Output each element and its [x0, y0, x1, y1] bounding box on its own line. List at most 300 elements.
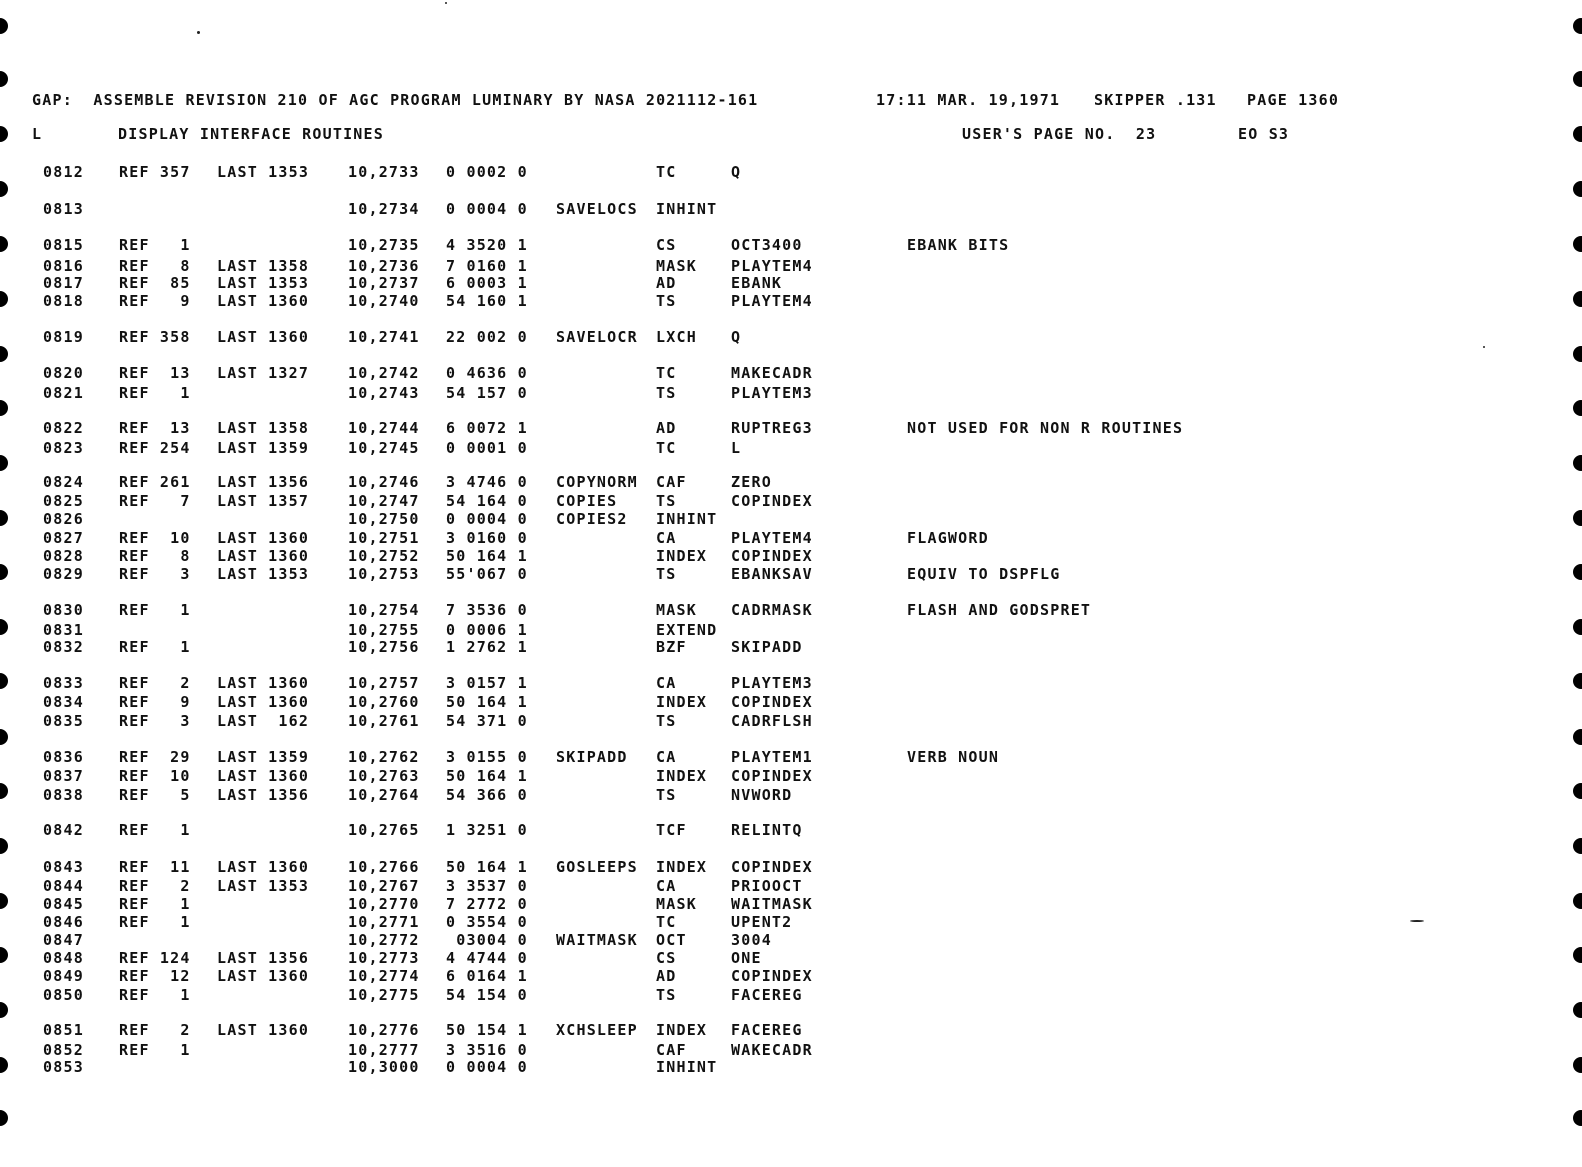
cell-code: 3 0157 1: [446, 674, 528, 692]
cell-line: 0825: [43, 492, 84, 510]
users-page-number: USER'S PAGE NO. 23: [962, 125, 1157, 143]
cell-line: 0818: [43, 292, 84, 310]
cell-ref: REF 5: [119, 786, 191, 804]
cell-last: LAST 1360: [217, 674, 310, 692]
cell-addr: 10,2733: [348, 163, 420, 181]
sprocket-hole-right: [1573, 893, 1582, 909]
sprocket-hole-right: [1573, 400, 1582, 416]
cell-code: 03004 0: [446, 931, 528, 949]
cell-op: AD: [656, 419, 677, 437]
sprocket-hole-right: [1573, 673, 1582, 689]
cell-op: AD: [656, 274, 677, 292]
cell-comment: FLAGWORD: [907, 529, 989, 547]
cell-comment: FLASH AND GODSPRET: [907, 601, 1092, 619]
cell-addr: 10,2773: [348, 949, 420, 967]
print-speck: [197, 31, 200, 34]
cell-operand: COPINDEX: [731, 547, 813, 565]
cell-code: 0 4636 0: [446, 364, 528, 382]
cell-last: LAST 1360: [217, 693, 310, 711]
cell-addr: 10,2750: [348, 510, 420, 528]
cell-ref: REF 357: [119, 163, 191, 181]
cell-line: 0826: [43, 510, 84, 528]
cell-op: TS: [656, 786, 677, 804]
cell-comment: EBANK BITS: [907, 236, 1010, 254]
cell-last: LAST 1353: [217, 877, 310, 895]
cell-op: TS: [656, 986, 677, 1004]
cell-code: 7 3536 0: [446, 601, 528, 619]
cell-line: 0816: [43, 257, 84, 275]
cell-addr: 10,2746: [348, 473, 420, 491]
sprocket-hole-right: [1573, 838, 1582, 854]
cell-line: 0822: [43, 419, 84, 437]
cell-addr: 10,2765: [348, 821, 420, 839]
cell-op: TS: [656, 712, 677, 730]
cell-op: INDEX: [656, 1021, 708, 1039]
cell-ref: REF 9: [119, 292, 191, 310]
sprocket-hole-left: [0, 71, 8, 87]
cell-op: OCT: [656, 931, 687, 949]
cell-last: LAST 1360: [217, 858, 310, 876]
sprocket-hole-left: [0, 1057, 8, 1073]
cell-operand: EBANK: [731, 274, 783, 292]
print-speck: [1410, 920, 1424, 922]
sprocket-hole-right: [1573, 947, 1582, 963]
cell-code: 3 3537 0: [446, 877, 528, 895]
cell-operand: FACEREG: [731, 1021, 803, 1039]
sprocket-hole-right: [1573, 619, 1582, 635]
cell-operand: OCT3400: [731, 236, 803, 254]
cell-line: 0812: [43, 163, 84, 181]
cell-ref: REF 13: [119, 419, 191, 437]
sprocket-hole-right: [1573, 291, 1582, 307]
cell-code: 50 164 1: [446, 693, 528, 711]
cell-op: CA: [656, 674, 677, 692]
cell-op: MASK: [656, 257, 697, 275]
cell-operand: WAKECADR: [731, 1041, 813, 1059]
cell-code: 50 154 1: [446, 1021, 528, 1039]
cell-last: LAST 1353: [217, 163, 310, 181]
cell-line: 0817: [43, 274, 84, 292]
cell-ref: REF 1: [119, 895, 191, 913]
sprocket-hole-right: [1573, 455, 1582, 471]
cell-line: 0820: [43, 364, 84, 382]
cell-op: CS: [656, 949, 677, 967]
cell-addr: 10,2777: [348, 1041, 420, 1059]
sprocket-hole-right: [1573, 1002, 1582, 1018]
cell-ref: REF 13: [119, 364, 191, 382]
sprocket-hole-left: [0, 1110, 8, 1126]
cell-label: COPYNORM: [556, 473, 638, 491]
cell-addr: 10,2770: [348, 895, 420, 913]
cell-addr: 10,2737: [348, 274, 420, 292]
cell-addr: 10,2736: [348, 257, 420, 275]
cell-operand: Q: [731, 328, 742, 346]
cell-op: TC: [656, 439, 677, 457]
cell-addr: 10,2752: [348, 547, 420, 565]
cell-line: 0834: [43, 693, 84, 711]
cell-code: 0 0004 0: [446, 510, 528, 528]
cell-line: 0823: [43, 439, 84, 457]
cell-code: 1 3251 0: [446, 821, 528, 839]
cell-operand: NVWORD: [731, 786, 793, 804]
print-speck: [445, 2, 447, 4]
cell-addr: 10,3000: [348, 1058, 420, 1076]
section-title: DISPLAY INTERFACE ROUTINES: [118, 125, 384, 143]
cell-code: 54 160 1: [446, 292, 528, 310]
cell-last: LAST 1360: [217, 328, 310, 346]
cell-code: 0 0006 1: [446, 621, 528, 639]
cell-op: CA: [656, 877, 677, 895]
cell-ref: REF 1: [119, 1041, 191, 1059]
cell-operand: FACEREG: [731, 986, 803, 1004]
cell-ref: REF 1: [119, 821, 191, 839]
cell-code: 0 0004 0: [446, 1058, 528, 1076]
cell-ref: REF 1: [119, 986, 191, 1004]
cell-line: 0838: [43, 786, 84, 804]
cell-op: EXTEND: [656, 621, 718, 639]
sprocket-hole-right: [1573, 510, 1582, 526]
cell-ref: REF 10: [119, 767, 191, 785]
cell-addr: 10,2734: [348, 200, 420, 218]
sprocket-hole-left: [0, 619, 8, 635]
cell-line: 0842: [43, 821, 84, 839]
cell-line: 0847: [43, 931, 84, 949]
cell-code: 55'067 0: [446, 565, 528, 583]
cell-op: TC: [656, 913, 677, 931]
cell-ref: REF 261: [119, 473, 191, 491]
cell-addr: 10,2760: [348, 693, 420, 711]
cell-operand: RUPTREG3: [731, 419, 813, 437]
cell-comment: VERB NOUN: [907, 748, 1000, 766]
cell-operand: 3004: [731, 931, 772, 949]
cell-addr: 10,2747: [348, 492, 420, 510]
cell-addr: 10,2757: [348, 674, 420, 692]
cell-op: TS: [656, 292, 677, 310]
cell-line: 0849: [43, 967, 84, 985]
cell-operand: PLAYTEM4: [731, 292, 813, 310]
cell-last: LAST 1360: [217, 292, 310, 310]
cell-operand: CADRMASK: [731, 601, 813, 619]
sprocket-hole-left: [0, 564, 8, 580]
cell-op: MASK: [656, 895, 697, 913]
cell-addr: 10,2772: [348, 931, 420, 949]
cell-last: LAST 1353: [217, 274, 310, 292]
cell-op: TC: [656, 364, 677, 382]
cell-line: 0833: [43, 674, 84, 692]
sprocket-hole-right: [1573, 236, 1582, 252]
cell-addr: 10,2764: [348, 786, 420, 804]
cell-ref: REF 29: [119, 748, 191, 766]
cell-line: 0827: [43, 529, 84, 547]
cell-addr: 10,2751: [348, 529, 420, 547]
cell-line: 0836: [43, 748, 84, 766]
cell-code: 3 0160 0: [446, 529, 528, 547]
sprocket-hole-right: [1573, 564, 1582, 580]
cell-op: CA: [656, 529, 677, 547]
cell-ref: REF 1: [119, 601, 191, 619]
cell-code: 3 3516 0: [446, 1041, 528, 1059]
cell-code: 3 0155 0: [446, 748, 528, 766]
sprocket-hole-left: [0, 1002, 8, 1018]
cell-line: 0837: [43, 767, 84, 785]
eo-code: EO S3: [1238, 125, 1290, 143]
cell-op: CS: [656, 236, 677, 254]
cell-last: LAST 1356: [217, 786, 310, 804]
cell-operand: PLAYTEM3: [731, 674, 813, 692]
cell-operand: UPENT2: [731, 913, 793, 931]
cell-addr: 10,2745: [348, 439, 420, 457]
cell-comment: NOT USED FOR NON R ROUTINES: [907, 419, 1184, 437]
cell-line: 0824: [43, 473, 84, 491]
sprocket-hole-left: [0, 18, 8, 34]
cell-last: LAST 1360: [217, 1021, 310, 1039]
cell-comment: EQUIV TO DSPFLG: [907, 565, 1061, 583]
cell-ref: REF 10: [119, 529, 191, 547]
header-timestamp: 17:11 MAR. 19,1971: [876, 91, 1061, 109]
cell-label: SAVELOCS: [556, 200, 638, 218]
cell-addr: 10,2754: [348, 601, 420, 619]
sprocket-hole-left: [0, 291, 8, 307]
cell-line: 0846: [43, 913, 84, 931]
cell-ref: REF 1: [119, 638, 191, 656]
cell-ref: REF 8: [119, 547, 191, 565]
cell-operand: MAKECADR: [731, 364, 813, 382]
cell-operand: COPINDEX: [731, 693, 813, 711]
cell-last: LAST 1358: [217, 419, 310, 437]
cell-addr: 10,2771: [348, 913, 420, 931]
header-mark: L: [32, 125, 43, 143]
cell-line: 0819: [43, 328, 84, 346]
cell-last: LAST 1353: [217, 565, 310, 583]
cell-code: 3 4746 0: [446, 473, 528, 491]
cell-code: 54 164 0: [446, 492, 528, 510]
cell-op: INHINT: [656, 510, 718, 528]
cell-line: 0830: [43, 601, 84, 619]
cell-ref: REF 12: [119, 967, 191, 985]
cell-operand: EBANKSAV: [731, 565, 813, 583]
cell-ref: REF 2: [119, 877, 191, 895]
cell-code: 54 371 0: [446, 712, 528, 730]
sprocket-hole-right: [1573, 729, 1582, 745]
cell-code: 0 0004 0: [446, 200, 528, 218]
cell-addr: 10,2763: [348, 767, 420, 785]
cell-ref: REF 3: [119, 565, 191, 583]
cell-addr: 10,2740: [348, 292, 420, 310]
sprocket-hole-left: [0, 729, 8, 745]
cell-operand: RELINTQ: [731, 821, 803, 839]
cell-line: 0821: [43, 384, 84, 402]
cell-addr: 10,2755: [348, 621, 420, 639]
sprocket-hole-left: [0, 947, 8, 963]
cell-ref: REF 8: [119, 257, 191, 275]
sprocket-hole-right: [1573, 71, 1582, 87]
cell-ref: REF 3: [119, 712, 191, 730]
cell-addr: 10,2766: [348, 858, 420, 876]
cell-operand: ONE: [731, 949, 762, 967]
cell-code: 4 4744 0: [446, 949, 528, 967]
cell-ref: REF 85: [119, 274, 191, 292]
cell-op: TS: [656, 384, 677, 402]
sprocket-hole-right: [1573, 1110, 1582, 1126]
cell-line: 0835: [43, 712, 84, 730]
cell-line: 0815: [43, 236, 84, 254]
cell-operand: PLAYTEM4: [731, 257, 813, 275]
cell-operand: COPINDEX: [731, 767, 813, 785]
cell-operand: PLAYTEM1: [731, 748, 813, 766]
cell-code: 0 3554 0: [446, 913, 528, 931]
cell-addr: 10,2762: [348, 748, 420, 766]
cell-ref: REF 1: [119, 913, 191, 931]
cell-code: 6 0072 1: [446, 419, 528, 437]
cell-operand: PRIOOCT: [731, 877, 803, 895]
sprocket-hole-left: [0, 181, 8, 197]
cell-op: CAF: [656, 1041, 687, 1059]
cell-last: LAST 1356: [217, 473, 310, 491]
cell-op: TS: [656, 492, 677, 510]
cell-label: SKIPADD: [556, 748, 628, 766]
cell-operand: SKIPADD: [731, 638, 803, 656]
cell-code: 6 0003 1: [446, 274, 528, 292]
cell-op: INDEX: [656, 547, 708, 565]
cell-op: CA: [656, 748, 677, 766]
sprocket-hole-left: [0, 400, 8, 416]
cell-code: 50 164 1: [446, 767, 528, 785]
sprocket-hole-left: [0, 783, 8, 799]
sprocket-hole-right: [1573, 18, 1582, 34]
cell-line: 0828: [43, 547, 84, 565]
cell-operand: L: [731, 439, 742, 457]
cell-label: SAVELOCR: [556, 328, 638, 346]
sprocket-hole-right: [1573, 126, 1582, 142]
cell-addr: 10,2756: [348, 638, 420, 656]
cell-last: LAST 162: [217, 712, 310, 730]
header-line: GAP: ASSEMBLE REVISION 210 OF AGC PROGRAM LUMINARY BY NASA 2021112-161: [32, 91, 759, 109]
cell-last: LAST 1327: [217, 364, 310, 382]
cell-addr: 10,2775: [348, 986, 420, 1004]
cell-code: 0 0001 0: [446, 439, 528, 457]
cell-ref: REF 2: [119, 1021, 191, 1039]
cell-addr: 10,2753: [348, 565, 420, 583]
cell-op: CAF: [656, 473, 687, 491]
cell-line: 0843: [43, 858, 84, 876]
cell-addr: 10,2741: [348, 328, 420, 346]
sprocket-hole-right: [1573, 783, 1582, 799]
cell-line: 0851: [43, 1021, 84, 1039]
cell-ref: REF 358: [119, 328, 191, 346]
cell-addr: 10,2744: [348, 419, 420, 437]
cell-code: 4 3520 1: [446, 236, 528, 254]
sprocket-hole-left: [0, 838, 8, 854]
cell-op: LXCH: [656, 328, 697, 346]
cell-code: 54 157 0: [446, 384, 528, 402]
cell-op: TCF: [656, 821, 687, 839]
cell-line: 0844: [43, 877, 84, 895]
cell-line: 0850: [43, 986, 84, 1004]
sprocket-hole-left: [0, 510, 8, 526]
cell-line: 0829: [43, 565, 84, 583]
cell-op: BZF: [656, 638, 687, 656]
cell-ref: REF 2: [119, 674, 191, 692]
cell-last: LAST 1360: [217, 547, 310, 565]
sprocket-hole-right: [1573, 346, 1582, 362]
sprocket-hole-left: [0, 893, 8, 909]
cell-operand: COPINDEX: [731, 858, 813, 876]
cell-ref: REF 1: [119, 236, 191, 254]
sprocket-hole-right: [1573, 181, 1582, 197]
sprocket-hole-left: [0, 236, 8, 252]
cell-op: INDEX: [656, 693, 708, 711]
cell-addr: 10,2735: [348, 236, 420, 254]
cell-code: 54 366 0: [446, 786, 528, 804]
cell-code: 6 0164 1: [446, 967, 528, 985]
cell-label: COPIES2: [556, 510, 628, 528]
header-skipper: SKIPPER .131: [1094, 91, 1217, 109]
cell-addr: 10,2742: [348, 364, 420, 382]
sprocket-hole-left: [0, 126, 8, 142]
cell-ref: REF 11: [119, 858, 191, 876]
cell-ref: REF 9: [119, 693, 191, 711]
cell-code: 50 164 1: [446, 547, 528, 565]
cell-last: LAST 1357: [217, 492, 310, 510]
cell-ref: REF 1: [119, 384, 191, 402]
sprocket-hole-left: [0, 673, 8, 689]
sprocket-hole-right: [1573, 1057, 1582, 1073]
cell-code: 1 2762 1: [446, 638, 528, 656]
cell-operand: ZERO: [731, 473, 772, 491]
cell-operand: COPINDEX: [731, 492, 813, 510]
cell-code: 50 164 1: [446, 858, 528, 876]
cell-op: INDEX: [656, 767, 708, 785]
cell-label: COPIES: [556, 492, 618, 510]
cell-last: LAST 1360: [217, 529, 310, 547]
cell-operand: WAITMASK: [731, 895, 813, 913]
cell-op: TC: [656, 163, 677, 181]
cell-addr: 10,2774: [348, 967, 420, 985]
cell-addr: 10,2743: [348, 384, 420, 402]
cell-last: LAST 1359: [217, 748, 310, 766]
cell-line: 0853: [43, 1058, 84, 1076]
cell-code: 54 154 0: [446, 986, 528, 1004]
cell-op: TS: [656, 565, 677, 583]
sprocket-hole-left: [0, 346, 8, 362]
cell-code: 0 0002 0: [446, 163, 528, 181]
cell-operand: PLAYTEM3: [731, 384, 813, 402]
cell-ref: REF 7: [119, 492, 191, 510]
cell-code: 22 002 0: [446, 328, 528, 346]
cell-line: 0813: [43, 200, 84, 218]
cell-ref: REF 124: [119, 949, 191, 967]
cell-label: WAITMASK: [556, 931, 638, 949]
cell-op: INDEX: [656, 858, 708, 876]
print-speck: [1483, 346, 1485, 348]
cell-line: 0845: [43, 895, 84, 913]
cell-line: 0852: [43, 1041, 84, 1059]
cell-last: LAST 1360: [217, 767, 310, 785]
cell-addr: 10,2776: [348, 1021, 420, 1039]
cell-line: 0831: [43, 621, 84, 639]
cell-last: LAST 1356: [217, 949, 310, 967]
cell-addr: 10,2761: [348, 712, 420, 730]
cell-operand: Q: [731, 163, 742, 181]
cell-code: 7 2772 0: [446, 895, 528, 913]
cell-label: GOSLEEPS: [556, 858, 638, 876]
cell-op: INHINT: [656, 1058, 718, 1076]
cell-last: LAST 1358: [217, 257, 310, 275]
cell-op: MASK: [656, 601, 697, 619]
header-page: PAGE 1360: [1247, 91, 1340, 109]
cell-operand: PLAYTEM4: [731, 529, 813, 547]
cell-code: 7 0160 1: [446, 257, 528, 275]
